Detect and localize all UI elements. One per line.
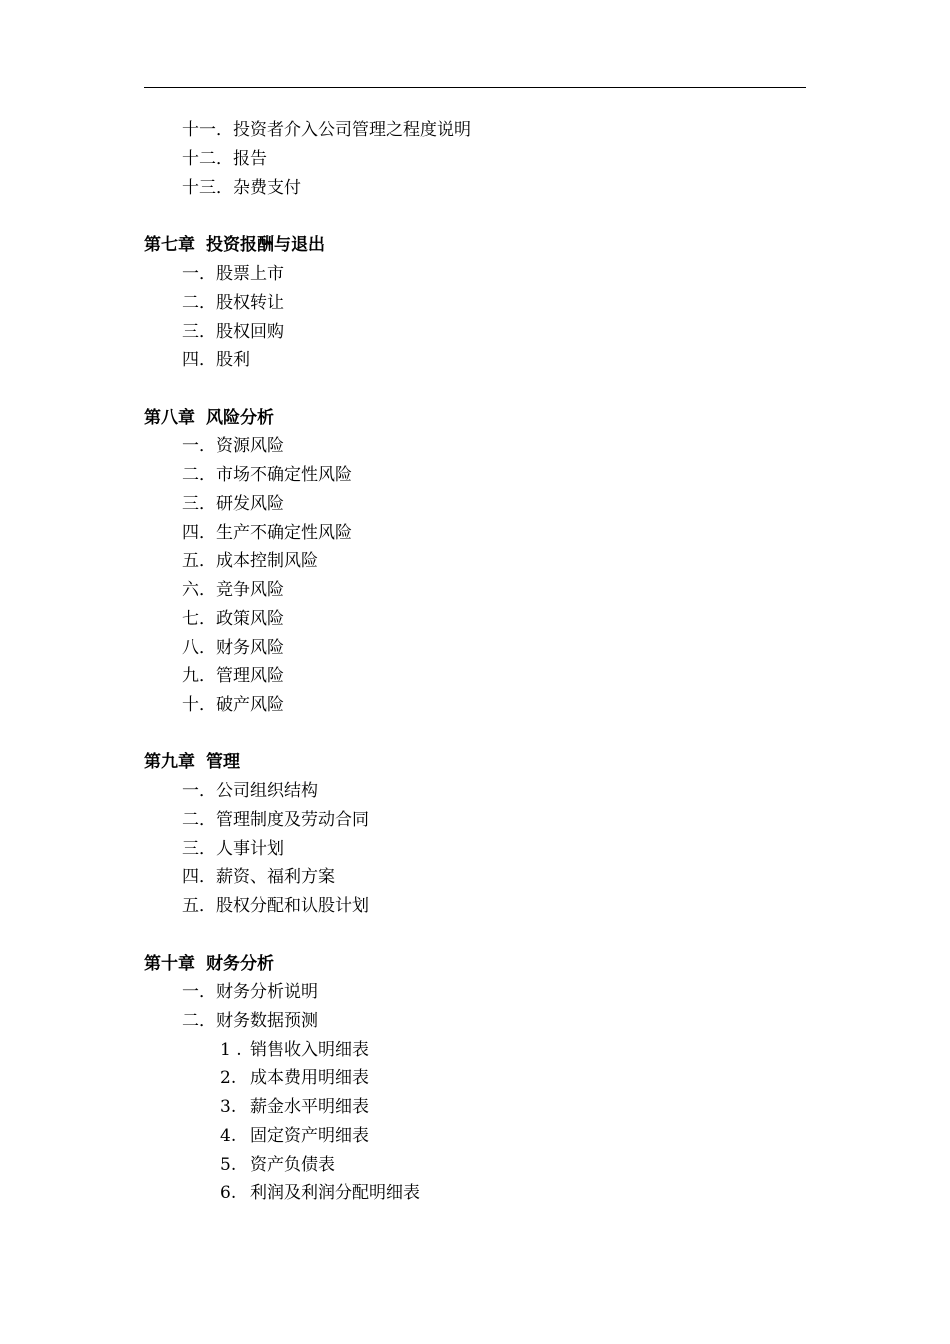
subitem-text: 成本费用明细表 (250, 1068, 369, 1088)
toc-subitem (220, 1038, 369, 1062)
subitem-text: 销售收入明细表 (250, 1040, 369, 1060)
toc-item: 二．管理制度及劳动合同 (182, 810, 369, 830)
chapter-heading (144, 952, 274, 976)
toc-subitem (220, 1095, 369, 1119)
chapter-heading (144, 406, 274, 430)
toc-item: 十一．投资者介入公司管理之程度说明 (182, 120, 471, 140)
toc-item: 三．研发风险 (182, 494, 284, 514)
header-rule (144, 87, 806, 88)
toc-item: 九．管理风险 (182, 666, 284, 686)
subitem-text: 固定资产明细表 (250, 1126, 369, 1146)
toc-item: 十三．杂费支付 (182, 178, 301, 198)
subitem-number: 4. (220, 1126, 237, 1146)
toc-item: 三．股权回购 (182, 322, 284, 342)
toc-item: 十．破产风险 (182, 695, 284, 715)
toc-item: 十二．报告 (182, 149, 267, 169)
toc-subitem (220, 1153, 335, 1177)
toc-item: 二．市场不确定性风险 (182, 465, 352, 485)
chapter-heading (144, 233, 325, 257)
subitem-number: 5. (220, 1155, 237, 1175)
subitem-text: 薪金水平明细表 (250, 1097, 369, 1117)
toc-item: 八．财务风险 (182, 638, 284, 658)
toc-item: 二．股权转让 (182, 293, 284, 313)
chapter-title: 风险分析 (206, 408, 274, 428)
toc-subitem (220, 1181, 420, 1205)
subitem-number: 1 . (220, 1040, 242, 1060)
chapter-number: 第七章 (144, 235, 195, 255)
toc-item: 五．股权分配和认股计划 (182, 896, 369, 916)
subitem-number: 6. (220, 1183, 237, 1203)
toc-item: 二．财务数据预测 (182, 1011, 318, 1031)
toc-item: 六．竞争风险 (182, 580, 284, 600)
chapter-number: 第九章 (144, 752, 195, 772)
toc-item: 四．股利 (182, 350, 250, 370)
subitem-number: 3. (220, 1097, 237, 1117)
toc-item: 七．政策风险 (182, 609, 284, 629)
chapter-number: 第十章 (144, 954, 195, 974)
subitem-text: 资产负债表 (250, 1155, 335, 1175)
toc-item: 五．成本控制风险 (182, 551, 318, 571)
chapter-number: 第八章 (144, 408, 195, 428)
toc-item: 四．生产不确定性风险 (182, 523, 352, 543)
toc-item: 一．股票上市 (182, 264, 284, 284)
chapter-title: 管理 (206, 752, 240, 772)
chapter-heading (144, 750, 240, 774)
toc-item: 三．人事计划 (182, 839, 284, 859)
subitem-text: 利润及利润分配明细表 (250, 1183, 420, 1203)
toc-item: 一．资源风险 (182, 436, 284, 456)
toc-item: 四．薪资、福利方案 (182, 867, 335, 887)
toc-item: 一．财务分析说明 (182, 982, 318, 1002)
subitem-number: 2. (220, 1068, 237, 1088)
chapter-title: 投资报酬与退出 (206, 235, 325, 255)
toc-subitem (220, 1124, 369, 1148)
toc-item: 一．公司组织结构 (182, 781, 318, 801)
chapter-title: 财务分析 (206, 954, 274, 974)
toc-subitem (220, 1066, 369, 1090)
